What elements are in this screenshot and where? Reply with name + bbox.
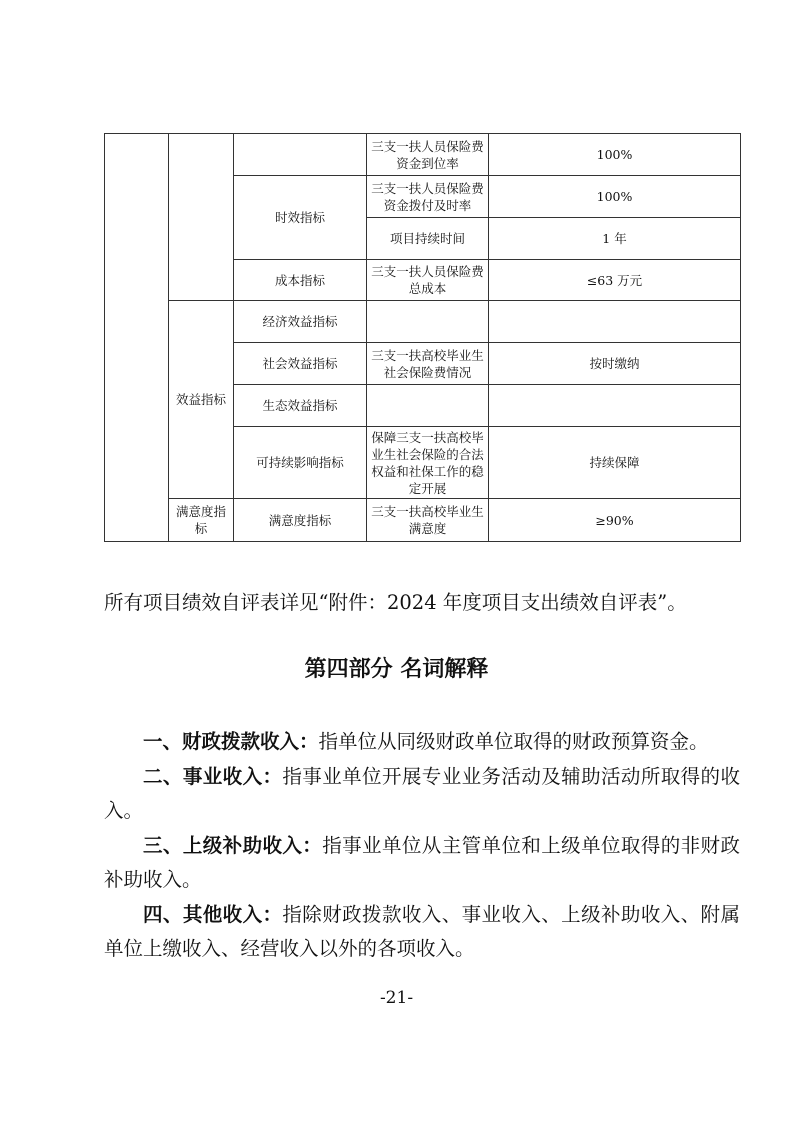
indicator-cell: 项目持续时间 <box>367 218 489 260</box>
definition-item <box>104 898 740 967</box>
value-cell <box>489 385 741 427</box>
level3-cell: 可持续影响指标 <box>234 427 367 499</box>
indicator-cell <box>367 301 489 343</box>
indicator-cell: 三支一扶人员保险费总成本 <box>367 260 489 301</box>
section-title: 第四部分 名词解释 <box>304 657 489 682</box>
indicator-cell: 三支一扶高校毕业生满意度 <box>367 499 489 542</box>
level3-cell <box>234 134 367 176</box>
definition-text: 指除财政拨款收入、事业收入、上级补助收入、附属单位上缴收入、经营收入以外的各项收入。 <box>104 902 740 960</box>
indicator-cell: 三支一扶人员保险费资金到位率 <box>367 134 489 176</box>
definition-item <box>104 829 740 898</box>
definition-term: 二、事业收入： <box>143 764 283 788</box>
indicator-cell: 保障三支一扶高校毕业生社会保险的合法权益和社保工作的稳定开展 <box>367 427 489 499</box>
indicator-cell <box>367 385 489 427</box>
definition-text: 指单位从同级财政单位取得的财政预算资金。 <box>318 730 709 753</box>
level3-cell: 成本指标 <box>234 260 367 301</box>
level3-cell: 生态效益指标 <box>234 385 367 427</box>
definition-item <box>104 760 740 829</box>
definition-item <box>104 725 740 760</box>
level3-cell: 社会效益指标 <box>234 343 367 385</box>
indicator-cell: 三支一扶人员保险费资金拨付及时率 <box>367 176 489 218</box>
definition-term: 四、其他收入： <box>143 902 283 926</box>
value-cell: 持续保障 <box>489 427 741 499</box>
level2-cell <box>169 134 234 301</box>
page-number: -21- <box>379 988 414 1008</box>
value-cell <box>489 301 741 343</box>
definition-text: 指事业单位从主管单位和上级单位取得的非财政补助收入。 <box>104 833 740 891</box>
level2-cell: 效益指标 <box>169 301 234 499</box>
definitions <box>104 725 740 967</box>
definition-text: 指事业单位开展专业业务活动及辅助活动所取得的收入。 <box>104 764 740 822</box>
level2-cell: 满意度指标 <box>169 499 234 542</box>
value-cell: ≥90% <box>489 499 741 542</box>
indicator-cell: 三支一扶高校毕业生社会保险费情况 <box>367 343 489 385</box>
definition-term: 一、财政拨款收入： <box>143 730 319 753</box>
performance-indicator-table <box>104 133 741 542</box>
value-cell: 按时缴纳 <box>489 343 741 385</box>
level1-cell <box>105 134 169 542</box>
attachment-note: 所有项目绩效自评表详见“附件：2024 年度项目支出绩效自评表”。 <box>104 591 687 614</box>
definition-term: 三、上级补助收入： <box>143 833 323 857</box>
value-cell: 100% <box>489 134 741 176</box>
level3-cell: 经济效益指标 <box>234 301 367 343</box>
value-cell: ≤63 万元 <box>489 260 741 301</box>
level3-cell: 时效指标 <box>234 176 367 260</box>
value-cell: 100% <box>489 176 741 218</box>
value-cell: 1 年 <box>489 218 741 260</box>
level3-cell: 满意度指标 <box>234 499 367 542</box>
